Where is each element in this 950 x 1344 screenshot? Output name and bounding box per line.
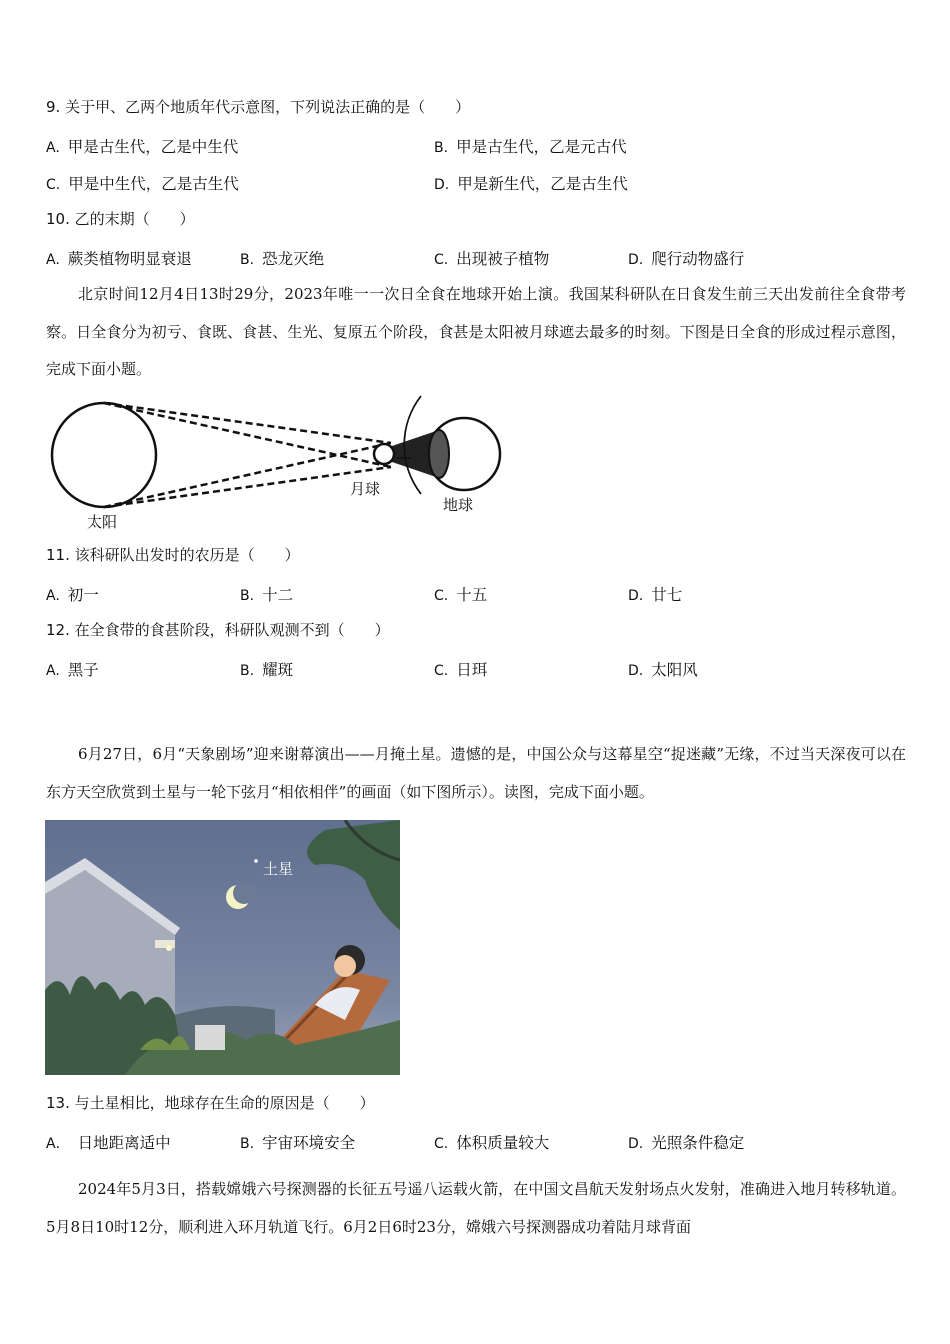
option-b[interactable]: B. 甲是古生代，乙是元古代 (434, 138, 627, 156)
saturn-label: 土星 (263, 860, 294, 878)
question-12-options (46, 658, 906, 678)
option-d[interactable]: D. 太阳风 (628, 661, 698, 679)
option-b[interactable]: B. 恐龙灭绝 (240, 250, 325, 268)
option-b[interactable]: B. 宇宙环境安全 (240, 1134, 356, 1152)
sun-circle (52, 403, 156, 507)
option-b[interactable]: B. 耀斑 (240, 661, 294, 679)
moon-saturn-illustration (45, 820, 400, 1075)
option-d[interactable]: D. 廿七 (628, 586, 683, 604)
option-d[interactable]: D. 爬行动物盛行 (628, 250, 745, 268)
question-11-options (46, 583, 906, 603)
option-c[interactable]: C. 十五 (434, 586, 488, 604)
option-b[interactable]: B. 十二 (240, 586, 294, 604)
question-10-options (46, 247, 906, 267)
question-13-options (46, 1131, 906, 1151)
question-13-stem: 13. 与土星相比，地球存在生命的原因是（ ） (46, 1094, 375, 1112)
sun-label: 太阳 (87, 513, 118, 531)
saturn-dot (254, 859, 258, 863)
earth-label: 地球 (443, 496, 474, 514)
question-11-stem: 11. 该科研队出发时的农历是（ ） (46, 546, 300, 564)
moon-label: 月球 (350, 480, 381, 498)
option-a[interactable]: A. 黑子 (46, 661, 99, 679)
option-c[interactable]: C. 体积质量较大 (434, 1134, 550, 1152)
option-a[interactable]: A. 蕨类植物明显衰退 (46, 250, 192, 268)
question-12-stem: 12. 在全食带的食甚阶段，科研队观测不到（ ） (46, 621, 390, 639)
option-a[interactable]: A． 日地距离适中 (46, 1134, 171, 1152)
moon-circle (374, 444, 394, 464)
option-c[interactable]: C. 日珥 (434, 661, 488, 679)
option-d[interactable]: D. 甲是新生代，乙是古生代 (434, 175, 628, 193)
passage-saturn: 6月27日，6月“天象剧场”迎来谢幕演出——月掩土星。遗憾的是，中国公众与这幕星空“捉迷藏”无缘，不过当天深夜可以在东方天空欣赏到土星与一轮下弦月“相依相伴”的画面（如下图所示）。读图，完成下面小题。 (46, 745, 906, 801)
option-a[interactable]: A. 初一 (46, 586, 99, 604)
option-c[interactable]: C. 甲是中生代，乙是古生代 (46, 175, 239, 193)
question-9-options-2 (46, 172, 906, 192)
option-a[interactable]: A. 甲是古生代，乙是中生代 (46, 138, 239, 156)
option-c[interactable]: C. 出现被子植物 (434, 250, 550, 268)
passage-change6: 2024年5月3日，搭载嫦娥六号探测器的长征五号遥八运载火箭，在中国文昌航天发射场点火发射，准确进入地月转移轨道。5月8日10时12分，顺利进入环月轨道飞行。6月2日6时23分，嫦娥六号探测器成功着陆月球背面 (46, 1180, 906, 1236)
question-10-stem: 10. 乙的末期（ ） (46, 210, 195, 228)
question-9-options (46, 135, 906, 155)
question-9-stem: 9. 关于甲、乙两个地质年代示意图，下列说法正确的是（ ） (46, 98, 471, 116)
passage-eclipse: 北京时间12月4日13时29分，2023年唯一一次日全食在地球开始上演。我国某科研队在日食发生前三天出发前往全食带考察。日全食分为初亏、食既、食甚、生光、复原五个阶段，食甚是太阳被月球遮去最多的时刻。下图是日全食的形成过程示意图，完成下面小题。 (46, 285, 906, 378)
option-d[interactable]: D. 光照条件稳定 (628, 1134, 745, 1152)
